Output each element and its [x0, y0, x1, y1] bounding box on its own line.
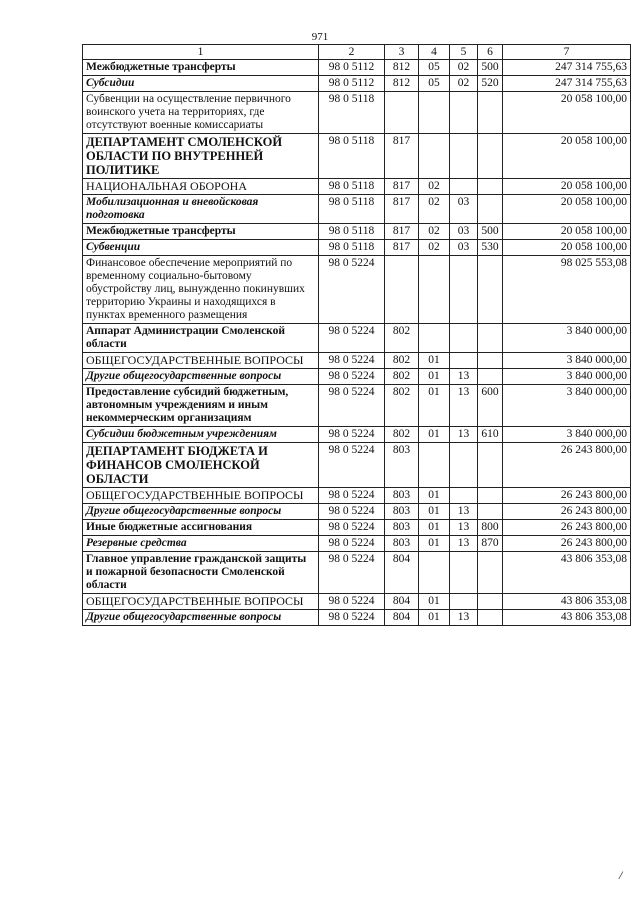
row-amount: 98 025 553,08 [503, 256, 631, 324]
row-admin-code: 802 [385, 427, 419, 443]
row-amount: 43 806 353,08 [503, 552, 631, 594]
row-name: Субвенции на осуществление первичного воинского учета на территориях, где отсутствуют военные комиссариаты [83, 92, 319, 134]
row-code: 98 0 5112 [319, 60, 385, 76]
row-expense-type [478, 256, 503, 324]
row-expense-type [478, 610, 503, 626]
table-row [83, 443, 631, 488]
row-section: 02 [419, 224, 450, 240]
row-code: 98 0 5224 [319, 520, 385, 536]
row-name: Другие общегосударственные вопросы [83, 504, 319, 520]
row-expense-type [478, 369, 503, 385]
row-expense-type [478, 488, 503, 504]
corner-mark: / [619, 868, 623, 882]
table-row [83, 610, 631, 626]
row-code: 98 0 5224 [319, 610, 385, 626]
row-name: Другие общегосударственные вопросы [83, 369, 319, 385]
row-expense-type [478, 134, 503, 179]
row-name: Резервные средства [83, 536, 319, 552]
row-admin-code: 803 [385, 504, 419, 520]
row-code: 98 0 5224 [319, 488, 385, 504]
row-amount: 20 058 100,00 [503, 224, 631, 240]
row-section: 01 [419, 488, 450, 504]
row-code: 98 0 5118 [319, 195, 385, 224]
row-admin-code: 803 [385, 536, 419, 552]
row-expense-type [478, 443, 503, 488]
row-expense-type: 500 [478, 60, 503, 76]
row-name: ДЕПАРТАМЕНТ БЮДЖЕТА И ФИНАНСОВ СМОЛЕНСКОЙ ОБЛАСТИ [83, 443, 319, 488]
row-admin-code: 817 [385, 240, 419, 256]
table-row [83, 60, 631, 76]
row-subsection: 02 [450, 60, 478, 76]
row-admin-code: 803 [385, 520, 419, 536]
row-amount: 3 840 000,00 [503, 385, 631, 427]
row-section [419, 92, 450, 134]
header-cell: 3 [385, 45, 419, 60]
row-name: Аппарат Администрации Смоленской области [83, 324, 319, 353]
row-name: Предоставление субсидий бюджетным, автономным учреждениям и иным некоммерческим организациям [83, 385, 319, 427]
row-name: Субсидии бюджетным учреждениям [83, 427, 319, 443]
row-amount: 26 243 800,00 [503, 504, 631, 520]
row-section: 02 [419, 179, 450, 195]
row-expense-type [478, 594, 503, 610]
row-amount: 20 058 100,00 [503, 92, 631, 134]
row-section: 01 [419, 353, 450, 369]
row-subsection: 13 [450, 385, 478, 427]
row-code: 98 0 5224 [319, 552, 385, 594]
row-subsection [450, 353, 478, 369]
row-admin-code: 817 [385, 179, 419, 195]
row-code: 98 0 5112 [319, 76, 385, 92]
table-row [83, 256, 631, 324]
header-cell: 2 [319, 45, 385, 60]
row-amount: 3 840 000,00 [503, 369, 631, 385]
row-subsection: 03 [450, 195, 478, 224]
row-subsection [450, 134, 478, 179]
header-cell: 4 [419, 45, 450, 60]
row-section: 01 [419, 427, 450, 443]
row-code: 98 0 5118 [319, 240, 385, 256]
row-section: 01 [419, 369, 450, 385]
row-section [419, 256, 450, 324]
row-name: ОБЩЕГОСУДАРСТВЕННЫЕ ВОПРОСЫ [83, 488, 319, 504]
row-subsection [450, 594, 478, 610]
row-subsection [450, 488, 478, 504]
row-section: 01 [419, 536, 450, 552]
row-admin-code: 817 [385, 195, 419, 224]
row-amount: 247 314 755,63 [503, 60, 631, 76]
row-admin-code: 812 [385, 60, 419, 76]
row-subsection [450, 552, 478, 594]
row-subsection: 02 [450, 76, 478, 92]
row-name: Субсидии [83, 76, 319, 92]
row-subsection [450, 443, 478, 488]
row-subsection: 13 [450, 520, 478, 536]
row-expense-type [478, 552, 503, 594]
row-expense-type: 530 [478, 240, 503, 256]
row-subsection [450, 256, 478, 324]
row-section [419, 324, 450, 353]
row-name: Иные бюджетные ассигнования [83, 520, 319, 536]
row-section: 05 [419, 60, 450, 76]
row-subsection: 13 [450, 610, 478, 626]
row-subsection: 13 [450, 369, 478, 385]
row-code: 98 0 5224 [319, 353, 385, 369]
row-name: Другие общегосударственные вопросы [83, 610, 319, 626]
row-expense-type: 520 [478, 76, 503, 92]
row-subsection: 03 [450, 240, 478, 256]
table-row [83, 179, 631, 195]
row-admin-code: 802 [385, 324, 419, 353]
table-row [83, 520, 631, 536]
budget-table [82, 44, 631, 626]
table-row [83, 488, 631, 504]
row-code: 98 0 5224 [319, 369, 385, 385]
row-section: 01 [419, 520, 450, 536]
table-row [83, 353, 631, 369]
row-section: 02 [419, 195, 450, 224]
row-code: 98 0 5224 [319, 324, 385, 353]
row-admin-code: 802 [385, 369, 419, 385]
header-cell: 7 [503, 45, 631, 60]
row-expense-type: 600 [478, 385, 503, 427]
row-name: ОБЩЕГОСУДАРСТВЕННЫЕ ВОПРОСЫ [83, 594, 319, 610]
table-row [83, 552, 631, 594]
row-name: Межбюджетные трансферты [83, 224, 319, 240]
row-code: 98 0 5224 [319, 427, 385, 443]
row-code: 98 0 5224 [319, 504, 385, 520]
row-name: Межбюджетные трансферты [83, 60, 319, 76]
row-expense-type: 870 [478, 536, 503, 552]
row-admin-code [385, 92, 419, 134]
row-amount: 20 058 100,00 [503, 240, 631, 256]
row-code: 98 0 5118 [319, 92, 385, 134]
row-subsection: 13 [450, 504, 478, 520]
table-row [83, 195, 631, 224]
row-expense-type [478, 353, 503, 369]
row-amount: 3 840 000,00 [503, 427, 631, 443]
table-row [83, 369, 631, 385]
row-code: 98 0 5224 [319, 385, 385, 427]
row-subsection [450, 92, 478, 134]
row-code: 98 0 5224 [319, 256, 385, 324]
row-admin-code: 803 [385, 488, 419, 504]
row-amount: 26 243 800,00 [503, 520, 631, 536]
row-amount: 247 314 755,63 [503, 76, 631, 92]
row-section [419, 134, 450, 179]
row-name: НАЦИОНАЛЬНАЯ ОБОРОНА [83, 179, 319, 195]
row-amount: 43 806 353,08 [503, 594, 631, 610]
row-subsection [450, 179, 478, 195]
row-expense-type [478, 92, 503, 134]
row-admin-code: 804 [385, 594, 419, 610]
row-code: 98 0 5118 [319, 224, 385, 240]
row-admin-code: 812 [385, 76, 419, 92]
row-code: 98 0 5118 [319, 179, 385, 195]
row-amount: 3 840 000,00 [503, 353, 631, 369]
row-name: Субвенции [83, 240, 319, 256]
row-admin-code: 804 [385, 552, 419, 594]
row-name: Главное управление гражданской защиты и пожарной безопасности Смоленской области [83, 552, 319, 594]
row-subsection: 13 [450, 427, 478, 443]
row-amount: 3 840 000,00 [503, 324, 631, 353]
row-section: 02 [419, 240, 450, 256]
table-row [83, 504, 631, 520]
row-expense-type: 500 [478, 224, 503, 240]
row-code: 98 0 5118 [319, 134, 385, 179]
table-row [83, 134, 631, 179]
row-section [419, 443, 450, 488]
row-subsection: 03 [450, 224, 478, 240]
row-amount: 20 058 100,00 [503, 179, 631, 195]
row-expense-type: 800 [478, 520, 503, 536]
table-row [83, 92, 631, 134]
row-code: 98 0 5224 [319, 536, 385, 552]
row-name: ОБЩЕГОСУДАРСТВЕННЫЕ ВОПРОСЫ [83, 353, 319, 369]
header-cell: 1 [83, 45, 319, 60]
row-code: 98 0 5224 [319, 443, 385, 488]
table-row [83, 385, 631, 427]
header-cell: 5 [450, 45, 478, 60]
row-admin-code: 803 [385, 443, 419, 488]
row-section: 01 [419, 504, 450, 520]
page-number: 971 [311, 31, 329, 43]
row-name: Мобилизационная и вневойсковая подготовка [83, 195, 319, 224]
row-admin-code: 802 [385, 385, 419, 427]
row-section: 01 [419, 385, 450, 427]
row-amount: 20 058 100,00 [503, 134, 631, 179]
row-admin-code: 817 [385, 134, 419, 179]
table-row [83, 427, 631, 443]
row-admin-code: 817 [385, 224, 419, 240]
table-row [83, 224, 631, 240]
row-amount: 26 243 800,00 [503, 536, 631, 552]
row-subsection: 13 [450, 536, 478, 552]
row-section [419, 552, 450, 594]
row-name: ДЕПАРТАМЕНТ СМОЛЕНСКОЙ ОБЛАСТИ ПО ВНУТРЕННЕЙ ПОЛИТИКЕ [83, 134, 319, 179]
table-row [83, 536, 631, 552]
row-amount: 20 058 100,00 [503, 195, 631, 224]
row-subsection [450, 324, 478, 353]
row-amount: 26 243 800,00 [503, 488, 631, 504]
row-admin-code: 802 [385, 353, 419, 369]
header-row [83, 45, 631, 60]
table-row [83, 76, 631, 92]
table-row [83, 594, 631, 610]
row-admin-code: 804 [385, 610, 419, 626]
row-expense-type [478, 504, 503, 520]
row-admin-code [385, 256, 419, 324]
row-name: Финансовое обеспечение мероприятий по временному социально-бытовому обустройству лиц, вынужденно покинувших территорию Украины и находящихся в пунктах временного размещения [83, 256, 319, 324]
row-amount: 26 243 800,00 [503, 443, 631, 488]
row-code: 98 0 5224 [319, 594, 385, 610]
header-cell: 6 [478, 45, 503, 60]
row-expense-type [478, 179, 503, 195]
row-expense-type [478, 195, 503, 224]
row-expense-type [478, 324, 503, 353]
table-row [83, 324, 631, 353]
table-body [83, 60, 631, 626]
row-section: 05 [419, 76, 450, 92]
table-row [83, 240, 631, 256]
row-expense-type: 610 [478, 427, 503, 443]
row-section: 01 [419, 610, 450, 626]
row-section: 01 [419, 594, 450, 610]
row-amount: 43 806 353,08 [503, 610, 631, 626]
